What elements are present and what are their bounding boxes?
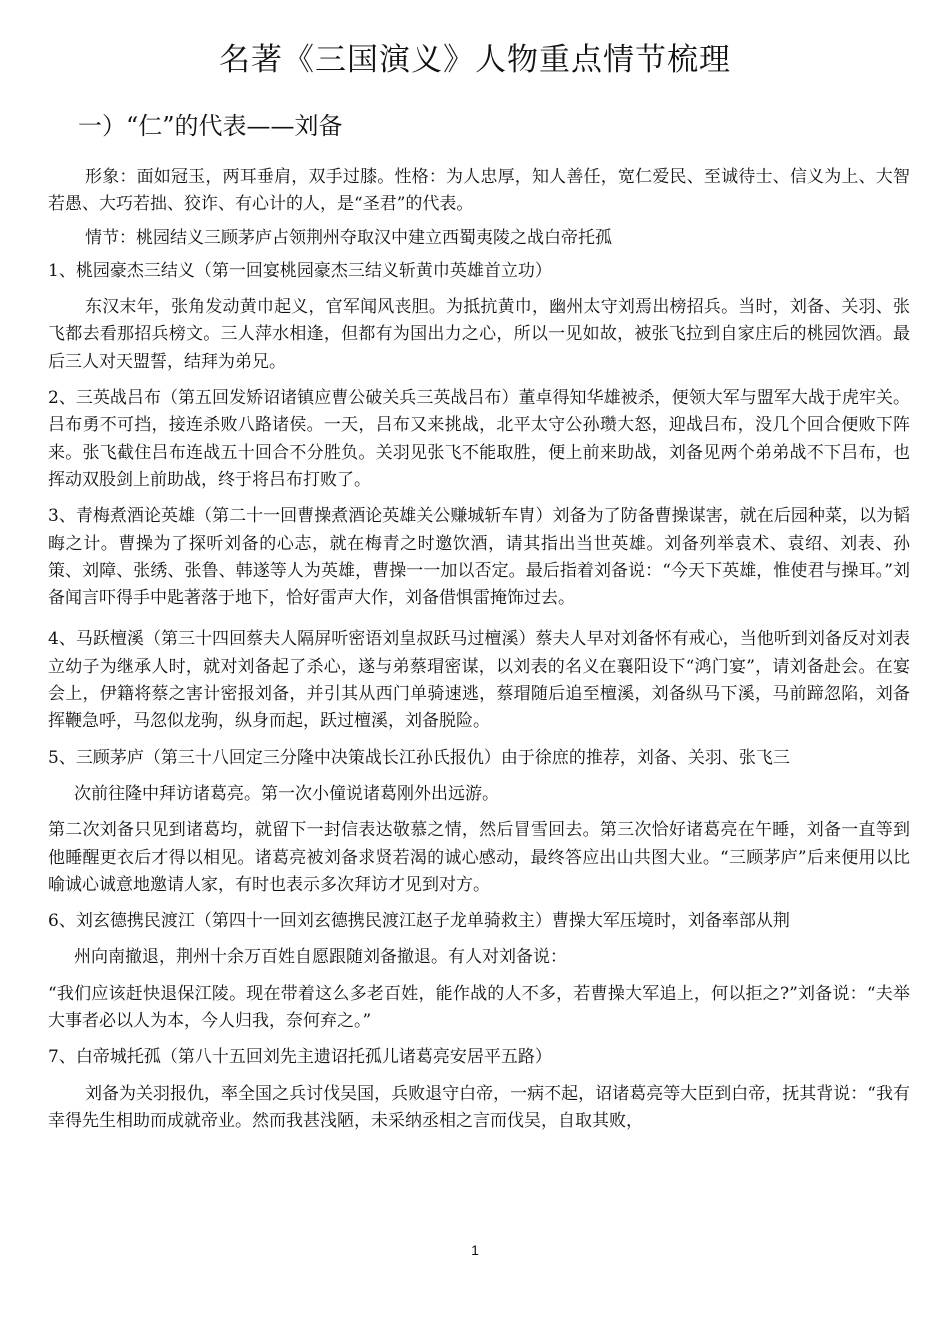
paragraph-plot-list: 情节：桃园结义三顾茅庐占领荆州夺取汉中建立西蜀夷陵之战白帝托孤 bbox=[85, 227, 612, 248]
paragraph-sangu-end: 第二次刘备只见到诸葛均，就留下一封信表达敬慕之情，然后冒雪回去。第三次恰好诸葛亮在午睡，刘备一直等到他睡醒更衣后才得以相见。诸葛亮被刘备求贤若渴的诚心感动，最终答应出山共图大业。“三顾茅庐”后来便用以比喻诚心诚意地邀请人家，有时也表示多次拜访才见到对方。 bbox=[48, 820, 910, 895]
paragraph-sangu-start: 5、三顾茅庐（第三十八回定三分隆中决策战长江孙氏报仇）由于徐庶的推荐，刘备、关羽、张飞三 bbox=[48, 747, 790, 768]
paragraph-mayue: 4、马跃檀溪（第三十四回蔡夫人隔屏听密语刘皇叔跃马过檀溪）蔡夫人早对刘备怀有戒心，当他听到刘备反对刘表立幼子为继承人时，就对刘备起了杀心，遂与弟蔡瑁密谋，以刘表的名义在襄阳设下“鸿门宴”，请刘备赴会。在宴会上，伊籍将蔡之害计密报刘备，并引其从西门单骑速逃，蔡瑁随后追至檀溪，刘备纵马下溪，马前蹄忽陷，刘备挥鞭急呼，马忽似龙驹，纵身而起，跃过檀溪，刘备脱险。 bbox=[48, 629, 910, 732]
paragraph-taoyuan: 东汉末年，张角发动黄巾起义，官军闻风丧胆。为抵抗黄巾，幽州太守刘焉出榜招兵。当时，刘备、关羽、张飞都去看那招兵榜文。三人萍水相逢，但都有为国出力之心，所以一见如故，被张飞拉到自家庄后的桃园饮酒。最后三人对天盟誓，结拜为弟兄。 bbox=[48, 297, 910, 372]
page-number: 1 bbox=[471, 1242, 479, 1258]
document-body bbox=[48, 164, 910, 1135]
paragraph-image: 形象：面如冠玉，两耳垂肩，双手过膝。性格：为人忠厚，知人善任，宽仁爱民、至诚待士、信义为上、大智若愚、大巧若拙、狡诈、有心计的人，是“圣君”的代表。 bbox=[48, 167, 910, 215]
paragraph-dujiang-quote: “我们应该赶快退保江陵。现在带着这么多老百姓，能作战的人不多，若曹操大军追上，何以拒之?”刘备说：“夫举大事者必以人为本，今人归我，奈何弃之。” bbox=[48, 983, 910, 1032]
section-heading: 一）“仁”的代表——刘备 bbox=[78, 112, 343, 140]
paragraph-dujiang-cont: 州向南撤退，荆州十余万百姓自愿跟随刘备撤退。有人对刘备说： bbox=[74, 947, 567, 968]
paragraph-sangu-cont: 次前往隆中拜访诸葛亮。第一次小僮说诸葛刚外出远游。 bbox=[74, 783, 499, 804]
paragraph-dujiang-start: 6、刘玄德携民渡江（第四十一回刘玄德携民渡江赵子龙单骑救主）曹操大军压境时，刘备率部从荆 bbox=[48, 911, 790, 932]
subheading-taoyuan: 1、桃园豪杰三结义（第一回宴桃园豪杰三结义斩黄巾英雄首立功） bbox=[48, 260, 552, 281]
paragraph-baidi: 刘备为关羽报仇，率全国之兵讨伐吴国，兵败退守白帝，一病不起，诏诸葛亮等大臣到白帝，抚其背说：“我有幸得先生相助而成就帝业。然而我甚浅陋，未采纳丞相之言而伐吴，自取其败， bbox=[48, 1083, 910, 1131]
page-title: 名著《三国演义》人物重点情节梳理 bbox=[219, 42, 731, 78]
paragraph-qingmei: 3、青梅煮酒论英雄（第二十一回曹操煮酒论英雄关公赚城斩车胄）刘备为了防备曹操谋害，就在后园种菜，以为韬晦之计。曹操为了探听刘备的心志，就在梅青之时邀饮酒，请其指出当世英雄。刘备列举袁术、袁绍、刘表、孙策、刘障、张绣、张鲁、韩遂等人为英雄，曹操一一加以否定。最后指着刘备说：“今天下英雄，惟使君与操耳。”刘备闻言吓得手中匙著落于地下，恰好雷声大作，刘备借惧雷掩饰过去。 bbox=[48, 506, 910, 609]
paragraph-sanying: 2、三英战吕布（第五回发矫诏诸镇应曹公破关兵三英战吕布）董卓得知华雄被杀，便领大军与盟军大战于虎牢关。吕布勇不可挡，接连杀败八路诸侯。一天，吕布又来挑战，北平太守公孙瓒大怒，迎战吕布，没几个回合便败下阵来。张飞截住吕布连战五十回合不分胜负。关羽见张飞不能取胜，便上前来助战，刘备见两个弟弟战不下吕布，也挥动双股剑上前助战，终于将吕布打败了。 bbox=[48, 388, 910, 490]
subheading-baidi: 7、白帝城托孤（第八十五回刘先主遗诏托孤儿诸葛亮安居平五路） bbox=[48, 1047, 552, 1068]
